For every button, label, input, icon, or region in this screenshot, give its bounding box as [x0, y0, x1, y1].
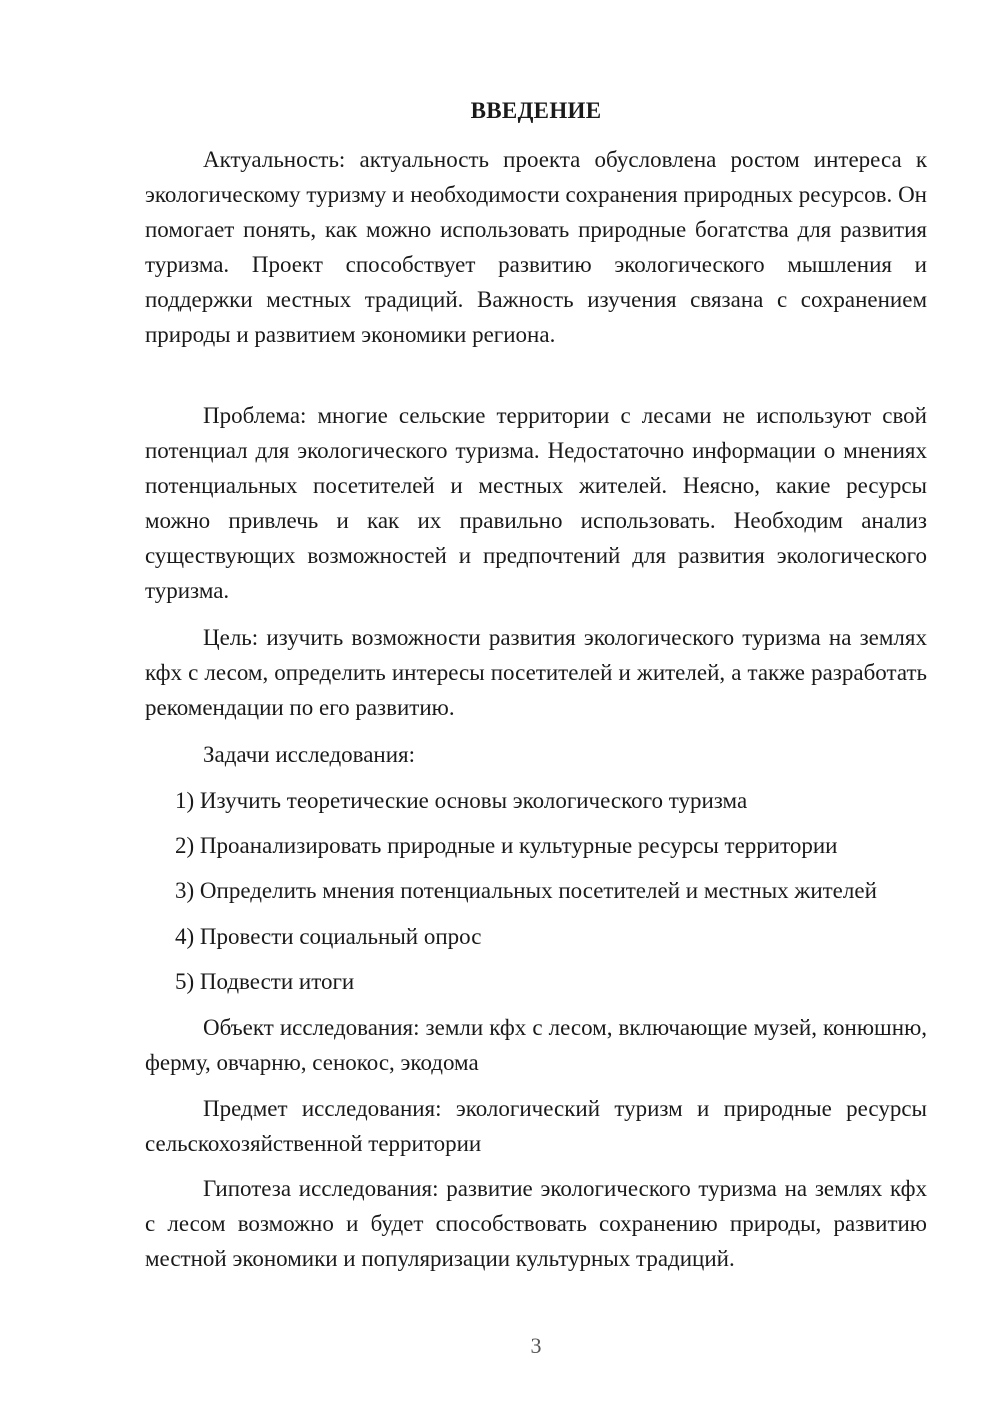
paragraph-problem: Проблема: многие сельские территории с лесами не используют свой потенциал для экологического туризма. Недостаточно информации о мнениях потенциальных посетителей и местных жителей. Неясно, какие ресурсы можно привлечь и как их правильно использовать. Необходим анализ существующих возможностей и предпочтений для развития экологического туризма. — [145, 403, 927, 603]
page-title: ВВЕДЕНИЕ — [470, 98, 602, 123]
task-item-1: 1) Изучить теоретические основы экологического туризма — [175, 788, 748, 813]
page-number: 3 — [530, 1333, 542, 1358]
task-item-5: 5) Подвести итоги — [175, 969, 355, 994]
tasks-heading: Задачи исследования: — [203, 742, 416, 767]
paragraph-hypothesis: Гипотеза исследования: развитие экологического туризма на землях кфх с лесом возможно и будет способствовать сохранению природы, развитию местной экономики и популяризации культурных традиций. — [145, 1176, 927, 1271]
paragraph-goal: Цель: изучить возможности развития экологического туризма на землях кфх с лесом, определить интересы посетителей и жителей, а также разработать рекомендации по его развитию. — [145, 625, 927, 720]
paragraph-relevance: Актуальность: актуальность проекта обусловлена ростом интереса к экологическому туризму и необходимости сохранения природных ресурсов. Он помогает понять, как можно использовать природные богатства для развития туризма. Проект способствует развитию экологического мышления и поддержки местных традиций. Важность изучения связана с сохранением природы и развитием экономики региона. — [145, 147, 927, 347]
paragraph-object: Объект исследования: земли кфх с лесом, включающие музей, конюшню, ферму, овчарню, сенокос, экодома — [145, 1015, 927, 1075]
task-item-2: 2) Проанализировать природные и культурные ресурсы территории — [175, 833, 838, 858]
task-item-4: 4) Провести социальный опрос — [175, 924, 482, 949]
paragraph-subject: Предмет исследования: экологический туризм и природные ресурсы сельскохозяйственной территории — [145, 1096, 927, 1156]
task-item-3: 3) Определить мнения потенциальных посетителей и местных жителей — [175, 878, 877, 903]
